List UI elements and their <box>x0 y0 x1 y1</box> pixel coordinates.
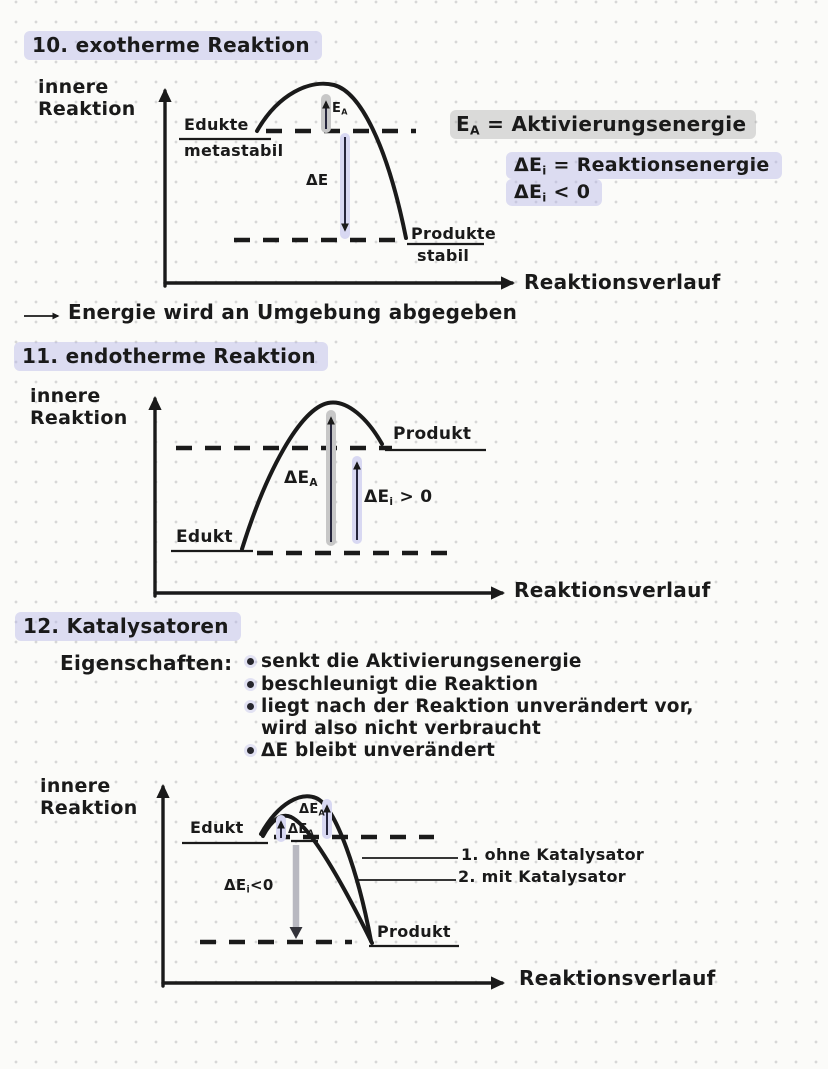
note-reaction-energy-sign: $\Delta E_i < 0$ <box>506 181 602 204</box>
bullet-icon <box>247 658 254 665</box>
edukt-label: Edukt <box>176 527 233 547</box>
dei-label: $\Delta E_i<0$ <box>224 876 274 896</box>
list-item: ΔE bleibt unverändert <box>247 740 699 762</box>
produkt-label: Produkt <box>393 424 472 444</box>
edukte-sub-label: metastabil <box>184 141 284 160</box>
section-heading-katalysatoren: 12. Katalysatoren <box>15 614 241 638</box>
dei-arrow-head <box>290 927 303 939</box>
produkte-sub-label: stabil <box>417 246 470 265</box>
list-item: beschleunigt die Reaktion <box>247 674 699 696</box>
dea-arrow-label: $\Delta E_A$ <box>284 468 318 489</box>
takeaway-note: Energie wird an Umgebung abgegeben <box>68 300 518 324</box>
produkte-label: Produkte <box>411 224 496 243</box>
edukt-label: Edukt <box>190 818 244 837</box>
delta-e-label: ΔE <box>306 171 329 189</box>
curve-label-without-catalyst: 1. ohne Katalysator <box>461 845 645 864</box>
dei-arrow-label: $\Delta E_i > 0$ <box>364 487 433 508</box>
list-item: senkt die Aktivierungsenergie <box>247 651 699 673</box>
properties-heading: Eigenschaften: <box>60 651 233 675</box>
dea-lower-label: $\Delta E_A$ <box>288 822 315 838</box>
katalysator-diagram <box>163 787 502 986</box>
list-item: liegt nach der Reaktion unverändert vor, wird also nicht verbraucht <box>247 696 699 739</box>
x-axis-label: Reaktionsverlauf <box>519 966 716 990</box>
y-axis-label: innere Reaktion <box>38 76 136 120</box>
note-reaction-energy: $\Delta E_i$ = Reaktionsenergie <box>506 154 782 177</box>
curve-label-with-catalyst: 2. mit Katalysator <box>458 867 626 886</box>
x-axis-label: Reaktionsverlauf <box>514 578 711 602</box>
bullet-icon <box>247 681 254 688</box>
section-heading-exotherm: 10. exotherme Reaktion <box>24 33 322 57</box>
dea-upper-label: $\Delta E_A$ <box>299 802 326 818</box>
x-axis-label: Reaktionsverlauf <box>524 270 721 294</box>
edukte-label: Edukte <box>184 115 249 134</box>
produkt-label: Produkt <box>377 922 451 941</box>
bullet-icon <box>247 747 254 754</box>
note-activation-energy: $E_A$ = Aktivierungsenergie <box>450 112 756 137</box>
y-axis-label: innere Reaktion <box>40 775 138 819</box>
ea-arrow-label: $E_A$ <box>332 101 348 117</box>
properties-list <box>247 651 699 763</box>
bullet-icon <box>247 703 254 710</box>
y-axis-label: innere Reaktion <box>30 385 128 429</box>
section-heading-endotherm: 11. endotherme Reaktion <box>14 344 328 368</box>
